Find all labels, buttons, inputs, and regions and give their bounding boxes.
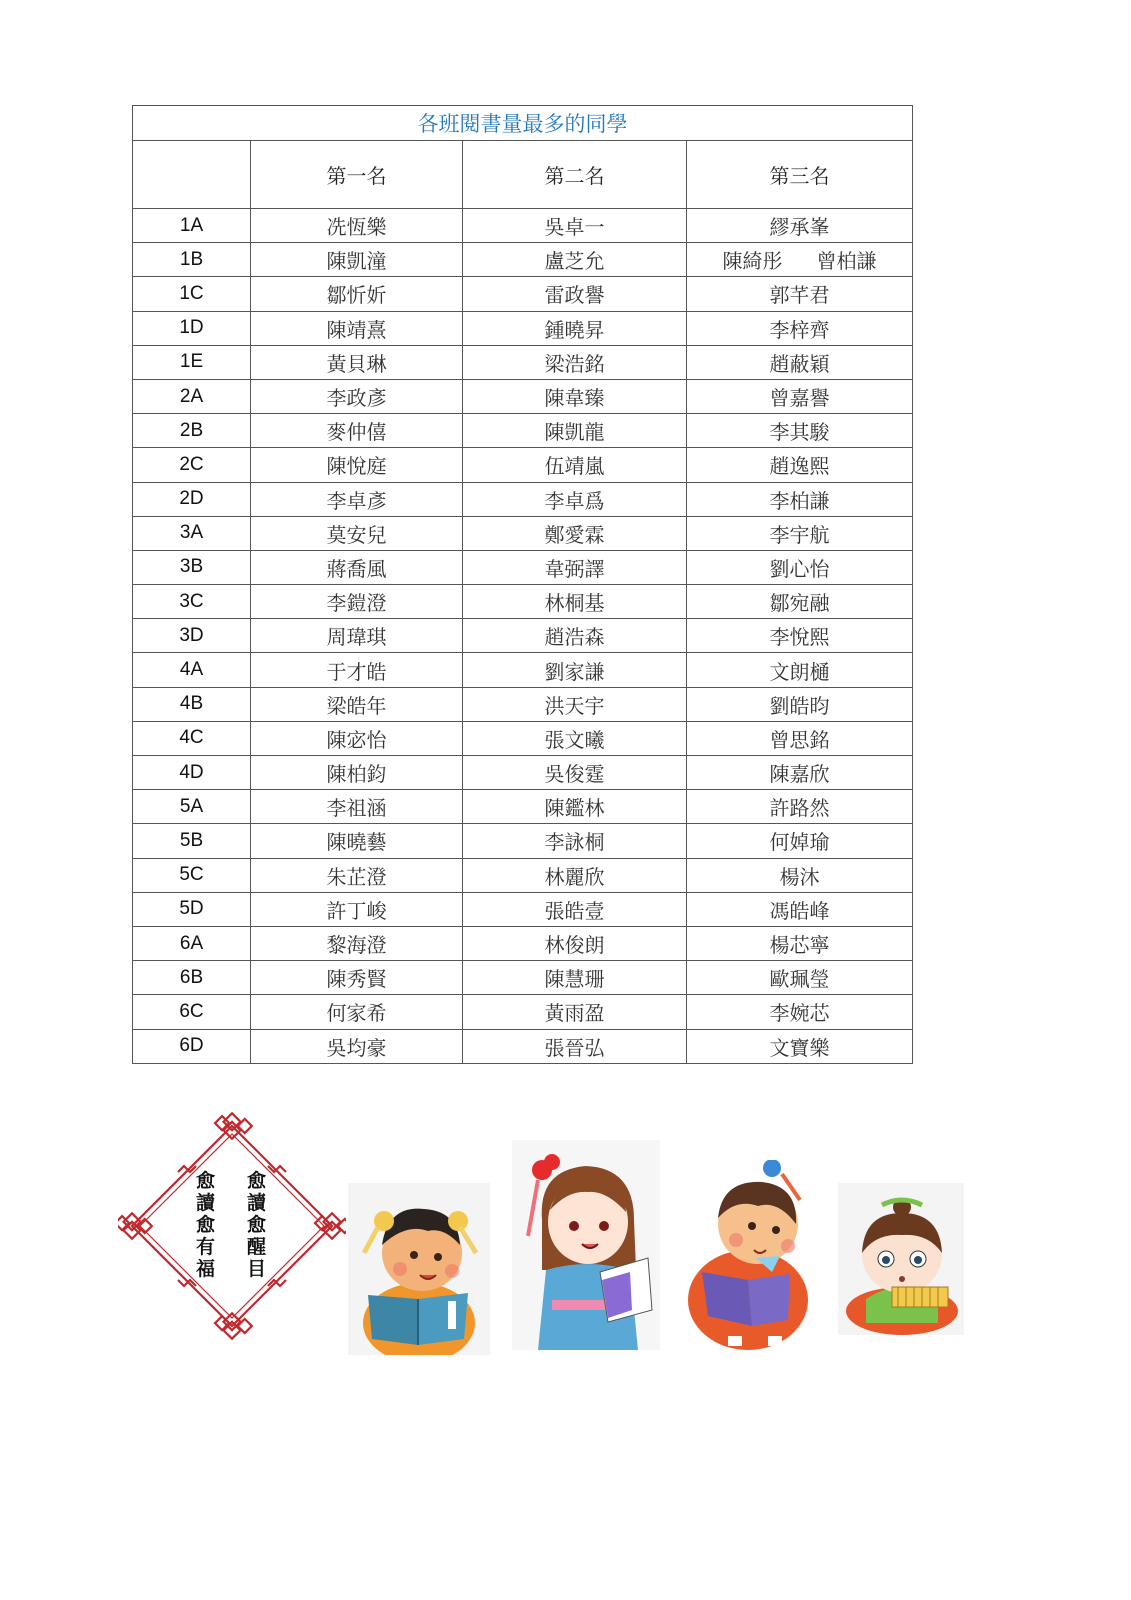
- first-place-cell: 麥仲僖: [251, 414, 463, 448]
- third-place-cell: [687, 311, 913, 345]
- third-place-name: 曾嘉譽: [769, 386, 830, 411]
- third-place-name: 陳綺彤: [722, 249, 783, 274]
- table-title: 各班閱書量最多的同學: [133, 106, 913, 141]
- table-row: [133, 961, 913, 995]
- third-place-cell: [687, 448, 913, 482]
- class-cell: 4D: [133, 756, 251, 790]
- third-place-cell: [687, 516, 913, 550]
- third-place-name: 劉皓昀: [769, 693, 830, 718]
- third-place-name: 繆承峯: [769, 215, 830, 240]
- first-place-cell: 陳靖熹: [251, 311, 463, 345]
- first-place-cell: 鄒忻妡: [251, 277, 463, 311]
- class-cell: 5D: [133, 892, 251, 926]
- first-place-cell: 陳曉藝: [251, 824, 463, 858]
- table-row: [133, 379, 913, 413]
- third-place-cell: [687, 379, 913, 413]
- table-row: [133, 721, 913, 755]
- table-row: [133, 756, 913, 790]
- third-place-name: 李宇航: [769, 522, 830, 547]
- third-place-cell: [687, 550, 913, 584]
- second-place-cell: 張晉弘: [463, 1029, 687, 1063]
- second-place-cell: 林桐基: [463, 585, 687, 619]
- reading-girl-blue-icon: [512, 1140, 660, 1350]
- second-place-cell: 李卓爲: [463, 482, 687, 516]
- second-place-cell: 盧芝允: [463, 243, 687, 277]
- class-cell: 3A: [133, 516, 251, 550]
- second-place-cell: 黃雨盈: [463, 995, 687, 1029]
- third-place-name: 李悅熙: [769, 625, 830, 650]
- second-place-cell: 伍靖嵐: [463, 448, 687, 482]
- class-cell: 5B: [133, 824, 251, 858]
- class-cell: 6C: [133, 995, 251, 1029]
- second-place-cell: 陳韋臻: [463, 379, 687, 413]
- class-cell: 1C: [133, 277, 251, 311]
- first-place-cell: 梁皓年: [251, 687, 463, 721]
- second-place-cell: 吳俊霆: [463, 756, 687, 790]
- header-first-place: 第一名: [251, 141, 463, 209]
- table-row: [133, 858, 913, 892]
- first-place-cell: 黃貝琳: [251, 345, 463, 379]
- second-place-cell: 鄭愛霖: [463, 516, 687, 550]
- table-row: [133, 516, 913, 550]
- second-place-cell: 陳鑑林: [463, 790, 687, 824]
- second-place-cell: 林俊朗: [463, 926, 687, 960]
- third-place-cell: [687, 414, 913, 448]
- header-second-place: 第二名: [463, 141, 687, 209]
- second-place-cell: 張皓壹: [463, 892, 687, 926]
- table-row: [133, 277, 913, 311]
- third-place-name: 楊沐: [779, 864, 820, 889]
- table-row: [133, 345, 913, 379]
- class-cell: 4C: [133, 721, 251, 755]
- first-place-cell: 陳凱潼: [251, 243, 463, 277]
- reading-boy-red-icon: [672, 1160, 822, 1350]
- class-cell: 3B: [133, 550, 251, 584]
- class-cell: 2D: [133, 482, 251, 516]
- reading-boy-orange-icon: [348, 1183, 490, 1355]
- motto-char: 讀: [246, 1192, 266, 1214]
- second-place-cell: 洪天宇: [463, 687, 687, 721]
- first-place-cell: 黎海澄: [251, 926, 463, 960]
- third-place-name: 李柏謙: [769, 488, 830, 513]
- header-class: [133, 141, 251, 209]
- second-place-cell: 張文曦: [463, 721, 687, 755]
- reading-ranking-table: [132, 105, 913, 1064]
- table-row: [133, 824, 913, 858]
- table-row: [133, 926, 913, 960]
- motto-char: 愈: [196, 1170, 216, 1192]
- class-cell: 2A: [133, 379, 251, 413]
- third-place-cell: [687, 209, 913, 243]
- third-place-name: 鄒宛融: [769, 591, 830, 616]
- table-row: [133, 482, 913, 516]
- third-place-name: 文寶樂: [769, 1035, 830, 1060]
- second-place-cell: 鍾曉昇: [463, 311, 687, 345]
- first-place-cell: 吳均豪: [251, 1029, 463, 1063]
- first-place-cell: 冼恆樂: [251, 209, 463, 243]
- first-place-cell: 陳悅庭: [251, 448, 463, 482]
- third-place-name: 曾柏謙: [816, 249, 877, 274]
- class-cell: 3C: [133, 585, 251, 619]
- second-place-cell: 雷政譽: [463, 277, 687, 311]
- motto-char: 醒: [246, 1236, 266, 1258]
- third-place-cell: [687, 277, 913, 311]
- second-place-cell: 趙浩森: [463, 619, 687, 653]
- third-place-cell: [687, 243, 913, 277]
- header-row: [133, 141, 913, 209]
- third-place-name: 趙蔽穎: [769, 351, 830, 376]
- first-place-cell: 何家希: [251, 995, 463, 1029]
- third-place-cell: [687, 653, 913, 687]
- motto-left-column: [196, 1170, 215, 1290]
- third-place-cell: [687, 961, 913, 995]
- second-place-cell: 梁浩銘: [463, 345, 687, 379]
- first-place-cell: 蔣喬風: [251, 550, 463, 584]
- table-row: [133, 790, 913, 824]
- third-place-name: 劉心怡: [769, 556, 830, 581]
- motto-char: 讀: [196, 1192, 216, 1214]
- motto-text: [196, 1170, 266, 1290]
- third-place-name: 李婉芯: [769, 1001, 830, 1026]
- first-place-cell: 于才皓: [251, 653, 463, 687]
- third-place-name: 李梓齊: [769, 317, 830, 342]
- table-row: [133, 550, 913, 584]
- third-place-cell: [687, 687, 913, 721]
- table-row: [133, 995, 913, 1029]
- motto-char: 愈: [246, 1214, 266, 1236]
- third-place-cell: [687, 482, 913, 516]
- second-place-cell: 劉家謙: [463, 653, 687, 687]
- third-place-name: 文朗樋: [769, 659, 830, 684]
- table-row: [133, 653, 913, 687]
- first-place-cell: 陳秀賢: [251, 961, 463, 995]
- class-cell: 4B: [133, 687, 251, 721]
- header-third-place: 第三名: [687, 141, 913, 209]
- second-place-cell: 陳慧珊: [463, 961, 687, 995]
- table-row: [133, 209, 913, 243]
- third-place-name: 歐珮瑩: [769, 967, 830, 992]
- motto-right-column: [247, 1170, 266, 1290]
- third-place-cell: [687, 926, 913, 960]
- table-row: [133, 1029, 913, 1063]
- third-place-cell: [687, 619, 913, 653]
- third-place-cell: [687, 892, 913, 926]
- motto-char: 目: [246, 1258, 266, 1280]
- table-row: [133, 448, 913, 482]
- class-cell: 6A: [133, 926, 251, 960]
- table-row: [133, 585, 913, 619]
- motto-char: 有: [196, 1236, 216, 1258]
- first-place-cell: 李卓彥: [251, 482, 463, 516]
- third-place-cell: [687, 995, 913, 1029]
- third-place-name: 馮皓峰: [769, 898, 830, 923]
- class-cell: 1E: [133, 345, 251, 379]
- table-row: [133, 892, 913, 926]
- first-place-cell: 周瑋琪: [251, 619, 463, 653]
- third-place-name: 郭芊君: [769, 283, 830, 308]
- third-place-name: 許路然: [769, 796, 830, 821]
- class-cell: 3D: [133, 619, 251, 653]
- first-place-cell: 莫安兒: [251, 516, 463, 550]
- second-place-cell: 韋弼譯: [463, 550, 687, 584]
- third-place-name: 李其駿: [769, 420, 830, 445]
- third-place-cell: [687, 585, 913, 619]
- third-place-cell: [687, 1029, 913, 1063]
- table-row: [133, 243, 913, 277]
- third-place-cell: [687, 756, 913, 790]
- first-place-cell: 李政彥: [251, 379, 463, 413]
- table-row: [133, 619, 913, 653]
- third-place-name: 陳嘉欣: [769, 762, 830, 787]
- third-place-name: 何婥瑜: [769, 830, 830, 855]
- third-place-name: 楊芯寧: [769, 933, 830, 958]
- second-place-cell: 李詠桐: [463, 824, 687, 858]
- first-place-cell: 李鎧澄: [251, 585, 463, 619]
- third-place-cell: [687, 345, 913, 379]
- class-cell: 1D: [133, 311, 251, 345]
- class-cell: 1B: [133, 243, 251, 277]
- first-place-cell: 陳宓怡: [251, 721, 463, 755]
- table-row: [133, 687, 913, 721]
- class-cell: 2C: [133, 448, 251, 482]
- class-cell: 6B: [133, 961, 251, 995]
- first-place-cell: 李祖涵: [251, 790, 463, 824]
- third-place-cell: [687, 790, 913, 824]
- first-place-cell: 朱芷澄: [251, 858, 463, 892]
- class-cell: 1A: [133, 209, 251, 243]
- motto-char: 愈: [246, 1170, 266, 1192]
- second-place-cell: 陳凱龍: [463, 414, 687, 448]
- table-row: [133, 414, 913, 448]
- class-cell: 4A: [133, 653, 251, 687]
- boy-playing-instrument-icon: [838, 1183, 964, 1335]
- second-place-cell: 林麗欣: [463, 858, 687, 892]
- class-cell: 5C: [133, 858, 251, 892]
- class-cell: 5A: [133, 790, 251, 824]
- third-place-name: 趙逸熙: [769, 454, 830, 479]
- third-place-cell: [687, 858, 913, 892]
- first-place-cell: 許丁峻: [251, 892, 463, 926]
- table-row: [133, 311, 913, 345]
- motto-char: 愈: [196, 1214, 216, 1236]
- first-place-cell: 陳柏鈞: [251, 756, 463, 790]
- second-place-cell: 吳卓一: [463, 209, 687, 243]
- third-place-cell: [687, 721, 913, 755]
- third-place-cell: [687, 824, 913, 858]
- motto-char: 福: [196, 1258, 216, 1280]
- class-cell: 2B: [133, 414, 251, 448]
- third-place-name: 曾思銘: [769, 727, 830, 752]
- class-cell: 6D: [133, 1029, 251, 1063]
